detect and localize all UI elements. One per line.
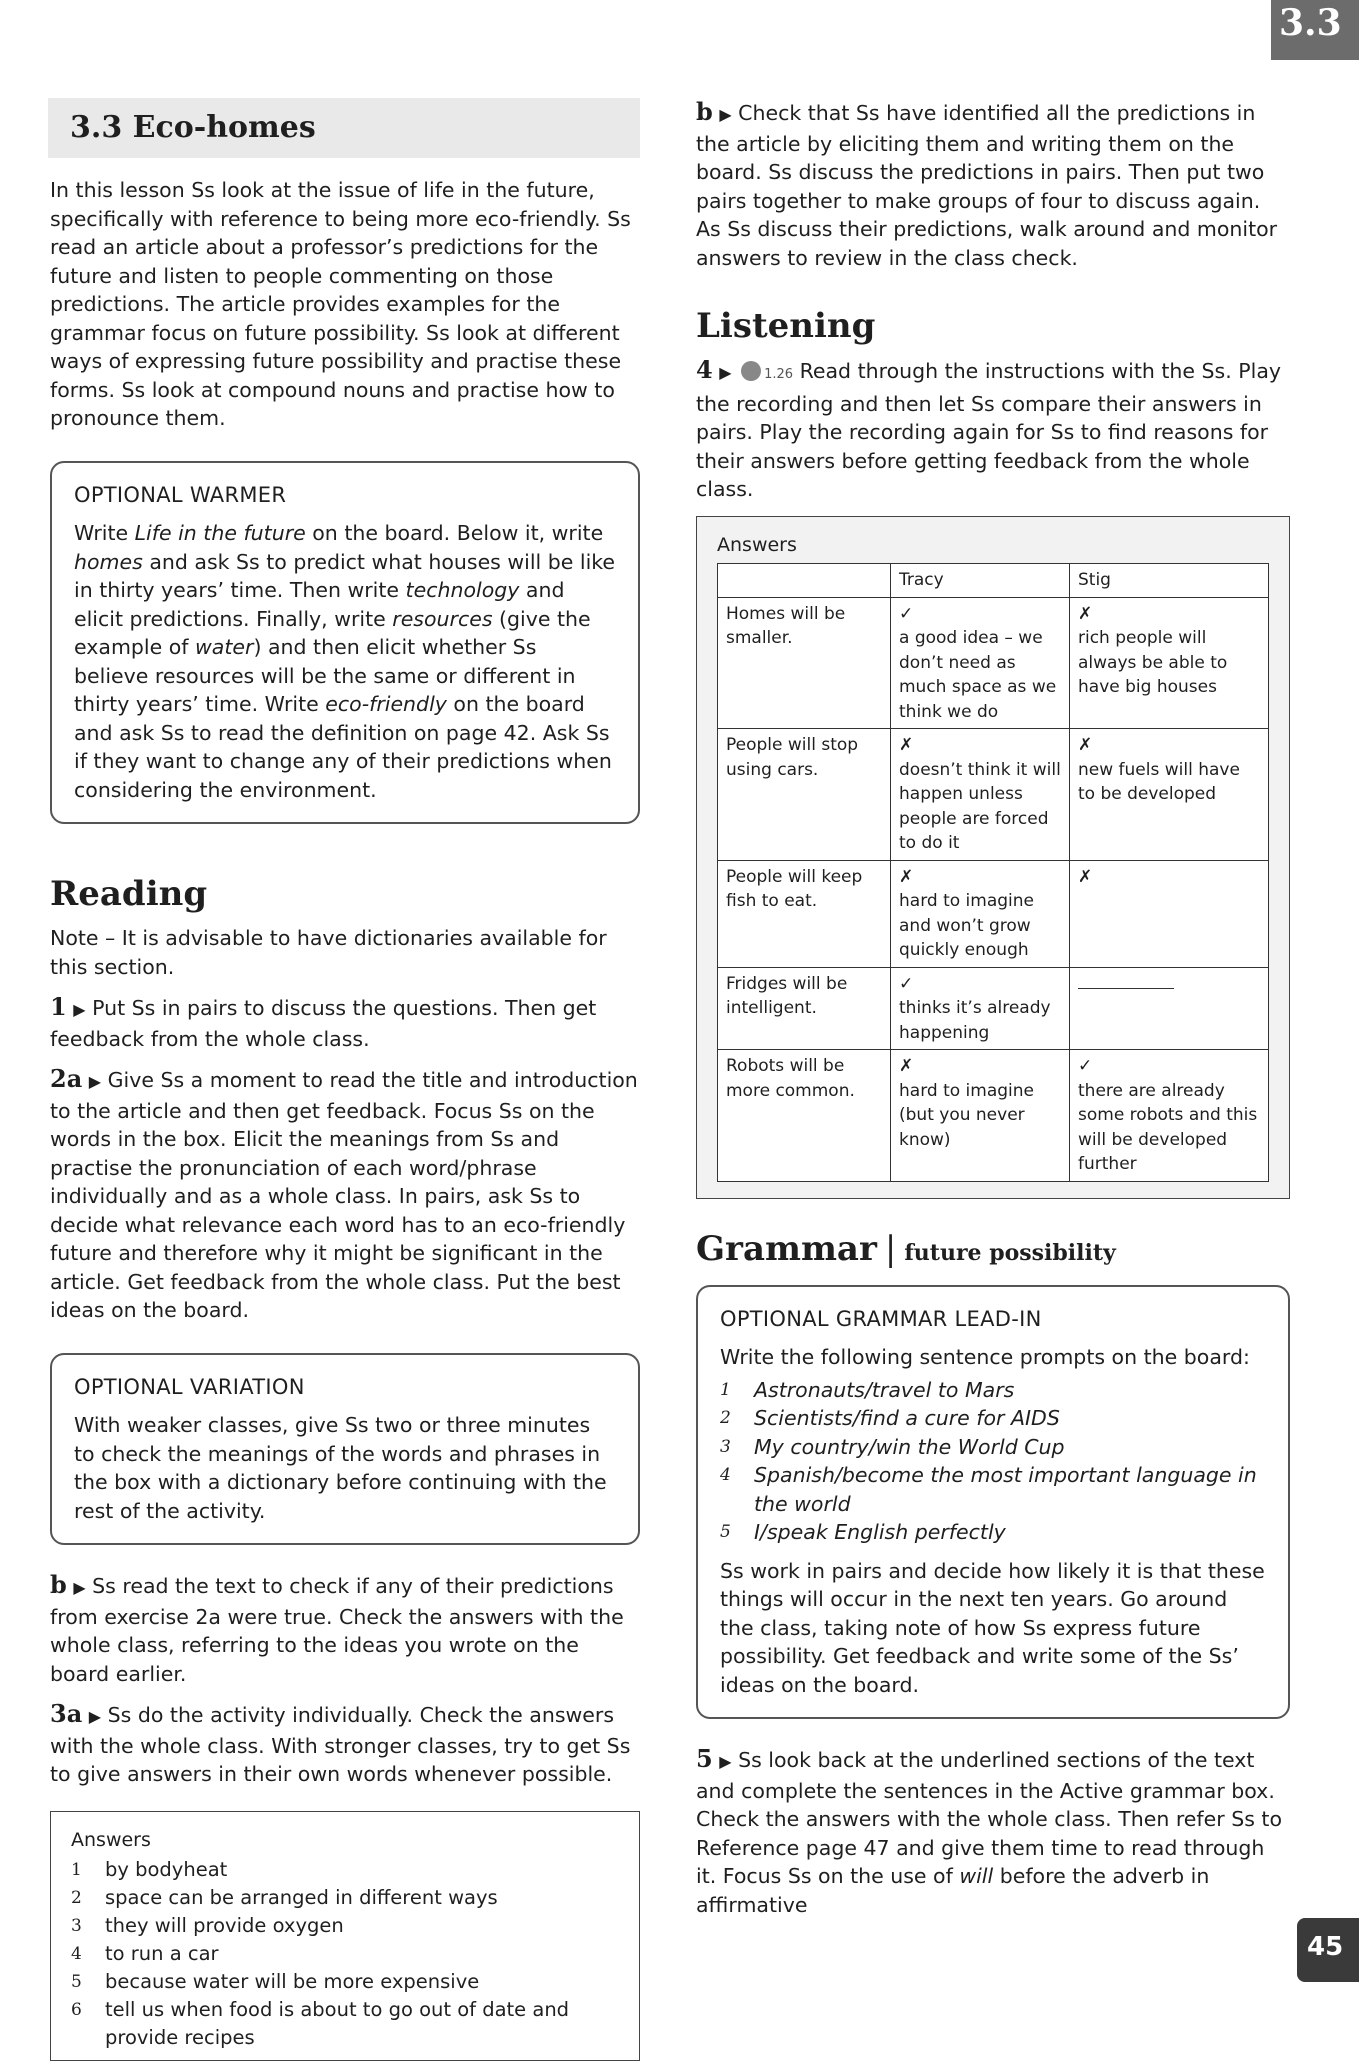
listening-heading: Listening (696, 306, 1290, 346)
warmer-text: Write Life in the future on the board. Below it, write homes and ask Ss to predict what houses will be like in thirty years’ time. Then write technology and elicit predictions. Finally, write resources (give the example of water) and then elicit whether Ss believe resources will be the same or different in thirty years’ time. Write eco-friendly on the board and ask Ss to read the definition on page 42. Ask Ss if they want to change any of their predictions when considering the environment. (74, 519, 616, 804)
optional-grammar-leadin-box (696, 1285, 1290, 1720)
unit-tab (1271, 0, 1359, 60)
list-item: 1 by bodyheat (71, 1856, 619, 1884)
prompt-list (720, 1376, 1266, 1547)
blank-line (1078, 988, 1174, 989)
warmer-heading: OPTIONAL WARMER (74, 481, 616, 510)
lesson-intro: In this lesson Ss look at the issue of life in the future, specifically with reference to being more eco-friendly. Ss read an article about a professor’s predictions for the future and listen to people commenting on those predictions. The article provides examples for the grammar focus on future possibility. Ss look at different ways of expressing future possibility and practise these forms. Ss look at compound nouns and practise how to pronounce them. (50, 176, 640, 433)
list-item: 4 Spanish/become the most important language in the world (720, 1461, 1266, 1518)
list-item: 3 My country/win the World Cup (720, 1433, 1266, 1462)
list-item: 2 space can be arranged in different ways (71, 1884, 619, 1912)
lesson-title: 3.3 Eco-homes (70, 104, 618, 152)
variation-text: With weaker classes, give Ss two or three minutes to check the meanings of the words and phrases in the box with a dictionary before continuing with the rest of the activity. (74, 1411, 616, 1525)
unit-tab-label: 3.3 (1279, 2, 1342, 44)
reading-note: Note – It is advisable to have dictionaries available for this section. (50, 924, 640, 981)
page-number: 45 (1307, 1932, 1343, 1962)
optional-variation-box (50, 1353, 640, 1546)
table-header-row (718, 564, 1269, 598)
grammar-subheading: future possibility (904, 1240, 1115, 1266)
exercise-2b: b ▶ Ss read the text to check if any of their predictions from exercise 2a were true. Check the answers with the whole class, referring to the ideas you wrote on the board earlier. (50, 1571, 640, 1688)
col-tracy: Tracy (891, 564, 1070, 598)
track-number: 1.26 (764, 367, 793, 382)
answers-box-3a (50, 1811, 640, 2061)
exercise-5: 5 ▶ Ss look back at the underlined sections of the text and complete the sentences in the Active grammar box. Check the answers with the whole class. Then refer Ss to Reference page 47 and give them time to read through it. Focus Ss on the use of will before the adverb in affirmative (696, 1745, 1290, 1919)
list-item: 6 tell us when food is about to go out of date and provide recipes (71, 1996, 619, 2052)
grammar-heading: Grammar | future possibility (696, 1229, 1290, 1273)
list-item: 5 I/speak English perfectly (720, 1518, 1266, 1547)
list-item: 3 they will provide oxygen (71, 1912, 619, 1940)
col-stig: Stig (1070, 564, 1269, 598)
cd-icon (741, 361, 761, 381)
leadin-text: Ss work in pairs and decide how likely it is that these things will occur in the next ten years. Go around the class, taking note of how Ss express future possibility. Get feedback and write some of the Ss’ ideas on the board. (720, 1557, 1266, 1700)
table-row: Homes will be smaller. ✓ a good idea – we don’t need as much space as we think we do ✗ rich people will always be able to have big houses (718, 597, 1269, 729)
answers-list (71, 1856, 619, 2052)
list-item: 1 Astronauts/travel to Mars (720, 1376, 1266, 1405)
variation-heading: OPTIONAL VARIATION (74, 1373, 616, 1402)
page-number-tab (1297, 1918, 1359, 1982)
exercise-1: 1 ▶ Put Ss in pairs to discuss the questions. Then get feedback from the whole class. (50, 993, 640, 1053)
answers-heading: Answers (71, 1826, 619, 1855)
list-item: 5 because water will be more expensive (71, 1968, 619, 1996)
left-column (50, 98, 640, 2061)
answers-table (717, 563, 1269, 1182)
leadin-heading: OPTIONAL GRAMMAR LEAD-IN (720, 1305, 1266, 1334)
table-row: Robots will be more common. ✗ hard to imagine (but you never know) ✓ there are already some robots and this will be developed further (718, 1050, 1269, 1182)
exercise-3a: 3a ▶ Ss do the activity individually. Check the answers with the whole class. With stronger classes, try to get Ss to give answers in their own words whenever possible. (50, 1700, 640, 1789)
lesson-title-band (48, 98, 640, 158)
table-answers-heading: Answers (717, 531, 1269, 560)
leadin-intro: Write the following sentence prompts on the board: (720, 1343, 1266, 1372)
optional-warmer-box (50, 461, 640, 825)
table-row: People will keep fish to eat. ✗ hard to imagine and won’t grow quickly enough ✗ (718, 860, 1269, 967)
table-row: People will stop using cars. ✗ doesn’t think it will happen unless people are forced to do it ✗ new fuels will have to be developed (718, 729, 1269, 861)
listening-answers-box (696, 516, 1290, 1199)
list-item: 2 Scientists/find a cure for AIDS (720, 1404, 1266, 1433)
exercise-3b: b ▶ Check that Ss have identified all the predictions in the article by eliciting them and writing them on the board. Ss discuss the predictions in pairs. Then put two pairs together to make groups of four to discuss again. As Ss discuss their predictions, walk around and monitor answers to review in the class check. (696, 98, 1290, 272)
right-column (696, 98, 1290, 1931)
list-item: 4 to run a car (71, 1940, 619, 1968)
reading-heading: Reading (50, 874, 640, 914)
exercise-2a: 2a ▶ Give Ss a moment to read the title and introduction to the article and then get feedback. Focus Ss on the words in the box. Elicit the meanings from Ss and practise the pronunciation of each word/phrase individually and as a whole class. In pairs, ask Ss to decide what relevance each word has to an eco-friendly future and therefore why it might be significant in the article. Get feedback from the whole class. Put the best ideas on the board. (50, 1065, 640, 1325)
exercise-4: 4 ▶ 1.26 Read through the instructions with the Ss. Play the recording and then let Ss compare their answers in pairs. Play the recording again for Ss to find reasons for their answers before getting feedback from the whole class. (696, 356, 1290, 504)
table-row: Fridges will be intelligent. ✓ thinks it’s already happening (718, 967, 1269, 1050)
